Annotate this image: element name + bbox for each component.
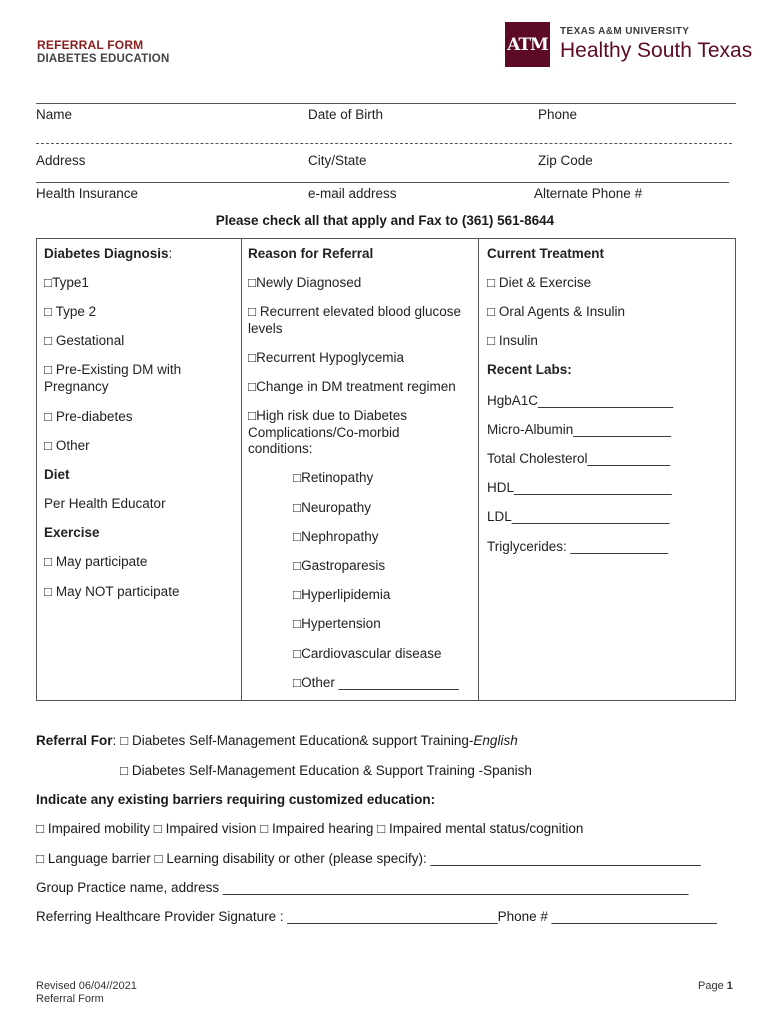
insurance-field-label[interactable]: Health Insurance: [36, 186, 139, 201]
reason-column: [242, 239, 478, 700]
form-subtitle: DIABETES EDUCATION: [37, 53, 170, 65]
reason-high-risk-checkbox[interactable]: □High risk due to Diabetes Complications/Co-morbid conditions:: [248, 408, 407, 456]
name-field-label[interactable]: Name: [36, 107, 73, 122]
diagnosis-type2-checkbox[interactable]: □ Type 2: [44, 304, 97, 319]
referral-english-language: English: [473, 733, 518, 748]
diagnosis-column: [37, 239, 241, 700]
lab-hdl-field[interactable]: HDL_____________________: [487, 480, 672, 495]
treatment-column: [479, 239, 735, 700]
referral-for-label: Referral For: [36, 733, 113, 748]
signature-field[interactable]: Referring Healthcare Provider Signature : ____________________________Phone # ______________________: [36, 909, 717, 924]
university-logo-icon: [505, 22, 550, 67]
phone-field-label[interactable]: Phone: [538, 107, 578, 122]
hyperlipidemia-checkbox[interactable]: □Hyperlipidemia: [293, 587, 391, 602]
lab-ldl-field[interactable]: LDL_____________________: [487, 509, 670, 524]
treatment-diet-exercise-checkbox[interactable]: □ Diet & Exercise: [487, 275, 592, 290]
footer-form-name: Referral Form: [36, 993, 104, 1005]
logo-program-name: Healthy South Texas: [560, 39, 753, 62]
lab-cholesterol-field[interactable]: Total Cholesterol___________: [487, 451, 671, 466]
logo-university-text: TEXAS A&M UNIVERSITY: [560, 26, 690, 37]
fax-instruction: Please check all that apply and Fax to (361) 561-8644: [215, 213, 555, 228]
treatment-oral-insulin-checkbox[interactable]: □ Oral Agents & Insulin: [487, 304, 625, 319]
gastroparesis-checkbox[interactable]: □Gastroparesis: [293, 558, 386, 573]
revised-date: Revised 06/04//2021: [36, 980, 137, 992]
hypertension-checkbox[interactable]: □Hypertension: [293, 616, 381, 631]
email-field-label[interactable]: e-mail address: [308, 186, 397, 201]
referral-for-english-row[interactable]: Referral For: □ Diabetes Self-Management Education& support Training-English: [36, 733, 518, 748]
lab-microalbumin-field[interactable]: Micro-Albumin_____________: [487, 422, 671, 437]
logo-mark: ATM: [507, 34, 548, 55]
recent-labs-header: Recent Labs:: [487, 362, 572, 377]
barriers-language-row[interactable]: □ Language barrier □ Learning disability or other (please specify): ____________________________________: [36, 851, 701, 866]
cardiovascular-checkbox[interactable]: □Cardiovascular disease: [293, 646, 442, 661]
retinopathy-checkbox[interactable]: □Retinopathy: [293, 470, 374, 485]
diagnosis-preexisting-checkbox[interactable]: □ Pre-Existing DM with Pregnancy: [44, 362, 182, 394]
exercise-may-not-checkbox[interactable]: □ May NOT participate: [44, 584, 180, 599]
diagnosis-prediabetes-checkbox[interactable]: □ Pre-diabetes: [44, 409, 133, 424]
dob-field-label[interactable]: Date of Birth: [308, 107, 384, 122]
divider-top: [36, 103, 736, 104]
address-field-label[interactable]: Address: [36, 153, 86, 168]
barriers-header: Indicate any existing barriers requiring customized education:: [36, 792, 436, 807]
diet-header: Diet: [44, 467, 70, 482]
referral-spanish-option[interactable]: □ Diabetes Self-Management Education & Support Training -Spanish: [120, 763, 532, 778]
barriers-impairments-row[interactable]: □ Impaired mobility □ Impaired vision □ Impaired hearing □ Impaired mental status/cognition: [36, 821, 584, 836]
reason-elevated-glucose-checkbox[interactable]: □ Recurrent elevated blood glucose levels: [248, 304, 462, 336]
exercise-header: Exercise: [44, 525, 100, 540]
treatment-insulin-checkbox[interactable]: □ Insulin: [487, 333, 538, 348]
reason-regimen-change-checkbox[interactable]: □Change in DM treatment regimen: [248, 379, 456, 394]
city-state-field-label[interactable]: City/State: [308, 153, 367, 168]
treatment-header: Current Treatment: [487, 246, 605, 261]
diagnosis-header: Diabetes Diagnosis:: [44, 246, 173, 261]
diagnosis-type1-checkbox[interactable]: □Type1: [44, 275, 89, 290]
nephropathy-checkbox[interactable]: □Nephropathy: [293, 529, 379, 544]
diagnosis-other-checkbox[interactable]: □ Other: [44, 438, 90, 453]
reason-hypoglycemia-checkbox[interactable]: □Recurrent Hypoglycemia: [248, 350, 404, 365]
exercise-may-checkbox[interactable]: □ May participate: [44, 554, 148, 569]
neuropathy-checkbox[interactable]: □Neuropathy: [293, 500, 371, 515]
zip-field-label[interactable]: Zip Code: [538, 153, 593, 168]
divider-address: [36, 182, 729, 183]
referral-english-option[interactable]: □ Diabetes Self-Management Education& support Training-: [120, 733, 474, 748]
practice-field[interactable]: Group Practice name, address ______________________________________________________________: [36, 880, 689, 895]
reason-header: Reason for Referral: [248, 246, 374, 261]
complication-other-checkbox[interactable]: □Other ________________: [293, 675, 459, 690]
diagnosis-gestational-checkbox[interactable]: □ Gestational: [44, 333, 125, 348]
alt-phone-field-label[interactable]: Alternate Phone #: [534, 186, 643, 201]
reason-newly-diagnosed-checkbox[interactable]: □Newly Diagnosed: [248, 275, 362, 290]
page-number: Page 1: [698, 980, 733, 992]
lab-hgba1c-field[interactable]: HgbA1C__________________: [487, 393, 674, 408]
lab-triglycerides-field[interactable]: Triglycerides: _____________: [487, 539, 669, 554]
referral-grid: [36, 238, 736, 701]
divider-dashed: [36, 143, 732, 144]
form-title: REFERRAL FORM: [37, 38, 144, 52]
diet-value: Per Health Educator: [44, 496, 166, 511]
